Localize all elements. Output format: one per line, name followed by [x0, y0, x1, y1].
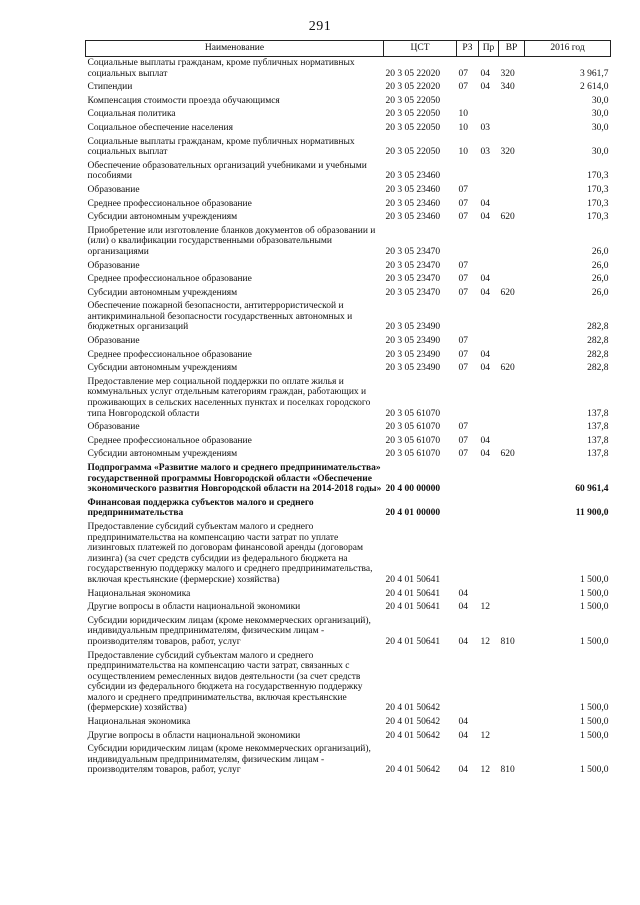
cell-vr: 620: [500, 449, 515, 460]
cell-vr: [499, 122, 525, 136]
cell-vr: [499, 421, 525, 435]
table-row: [86, 362, 611, 376]
cell-rz: 07: [458, 274, 468, 285]
cell-rz: 10: [458, 109, 468, 120]
cell-name: Национальная экономика: [87, 588, 191, 599]
cell-sum: 1 500,0: [580, 588, 609, 599]
cell-cst: 20 3 05 22020: [385, 68, 441, 79]
cell-sum: 137,8: [587, 435, 609, 446]
cell-rz: 04: [458, 602, 468, 613]
cell-name: Образование: [87, 422, 140, 433]
cell-sum: 30,0: [591, 95, 609, 106]
cell-sum: 137,8: [587, 449, 609, 460]
cell-vr: 340: [500, 82, 515, 93]
cell-cst: 20 3 05 23490: [385, 349, 441, 360]
cell-pr: [479, 260, 499, 274]
table-row: [86, 335, 611, 349]
cell-cst: 20 4 01 50641: [385, 636, 441, 647]
cell-rz: 07: [458, 212, 468, 223]
cell-name: Субсидии автономным учреждениям: [87, 287, 238, 298]
cell-name: Социальная политика: [87, 109, 176, 120]
cell-name: Предоставление субсидий субъектам малого и среднего предпринимательства на компенсацию части затрат, связанных с осуществлением ремесленных видов деятельности (за счет средств субсидии из федерального бюджета на государственную поддержку малого и среднего предпринимательства, включая крестьянские (фермерские) хозяйства): [87, 650, 363, 714]
table-row: [86, 108, 611, 122]
cell-rz: 04: [458, 765, 468, 776]
cell-cst: 20 3 05 22050: [385, 147, 441, 158]
column-header-rz: РЗ: [457, 41, 479, 57]
cell-vr: [499, 260, 525, 274]
table-row: [86, 376, 611, 421]
cell-rz: 07: [458, 449, 468, 460]
table-row: [86, 81, 611, 95]
cell-vr: [499, 225, 525, 260]
table-row: [86, 225, 611, 260]
table-row: [86, 273, 611, 287]
cell-rz: 07: [458, 68, 468, 79]
cell-pr: 04: [480, 82, 490, 93]
cell-vr: 810: [500, 765, 515, 776]
cell-cst: 20 3 05 61070: [385, 449, 441, 460]
cell-cst: 20 4 01 00000: [385, 508, 441, 519]
cell-vr: [499, 730, 525, 744]
cell-vr: [499, 521, 525, 588]
cell-cst: 20 3 05 23460: [385, 212, 441, 223]
cell-sum: 11 900,0: [575, 508, 609, 519]
cell-rz: 04: [458, 636, 468, 647]
cell-sum: 282,8: [587, 336, 609, 347]
cell-pr: 12: [480, 730, 490, 741]
cell-rz: 07: [458, 184, 468, 195]
cell-name: Среднее профессиональное образование: [87, 349, 252, 360]
cell-rz: [457, 300, 479, 335]
cell-pr: [479, 95, 499, 109]
cell-sum: 1 500,0: [580, 765, 609, 776]
cell-sum: 30,0: [591, 122, 609, 133]
cell-rz: [457, 497, 479, 521]
table-row: [86, 136, 611, 160]
cell-sum: 1 500,0: [580, 602, 609, 613]
cell-cst: 20 3 05 23470: [385, 260, 441, 271]
cell-pr: [479, 650, 499, 717]
cell-pr: 04: [480, 449, 490, 460]
cell-rz: 07: [458, 435, 468, 446]
cell-name: Социальное обеспечение населения: [87, 122, 233, 133]
cell-cst: 20 4 01 50641: [385, 574, 441, 585]
cell-name: Обеспечение пожарной безопасности, антитеррористической и антикриминальной безопасности государственных автономных и бюджетных организаций: [87, 301, 353, 333]
cell-cst: 20 4 01 50642: [385, 717, 441, 728]
table-row: [86, 260, 611, 274]
cell-rz: 07: [458, 260, 468, 271]
table-row: [86, 211, 611, 225]
cell-rz: [457, 462, 479, 497]
table-row: [86, 198, 611, 212]
cell-name: Образование: [87, 336, 140, 347]
cell-name: Другие вопросы в области национальной экономики: [87, 730, 301, 741]
cell-pr: [479, 160, 499, 184]
cell-name: Среднее профессиональное образование: [87, 198, 252, 209]
cell-sum: 30,0: [591, 109, 609, 120]
cell-rz: 04: [458, 730, 468, 741]
cell-vr: 320: [500, 147, 515, 158]
cell-rz: 07: [458, 422, 468, 433]
cell-vr: [499, 435, 525, 449]
cell-vr: [499, 376, 525, 421]
cell-sum: 282,8: [587, 349, 609, 360]
table-row: [86, 448, 611, 462]
cell-cst: 20 4 01 50642: [385, 730, 441, 741]
cell-pr: [479, 521, 499, 588]
cell-name: Подпрограмма «Развитие малого и среднего предпринимательства» государственной программы Новгородской области «Обеспечение экономического развития Новгородской области на 2014-2018 годы»: [87, 463, 382, 495]
cell-vr: [499, 462, 525, 497]
cell-cst: 20 3 05 23470: [385, 274, 441, 285]
cell-sum: 282,8: [587, 322, 609, 333]
table-row: [86, 650, 611, 717]
cell-vr: [499, 160, 525, 184]
cell-vr: [499, 716, 525, 730]
cell-cst: 20 3 05 61070: [385, 435, 441, 446]
column-header-pr: Пр: [479, 41, 499, 57]
cell-sum: 2 614,0: [580, 82, 609, 93]
cell-pr: 04: [480, 68, 490, 79]
cell-cst: 20 3 05 22050: [385, 95, 441, 106]
cell-vr: [499, 108, 525, 122]
cell-cst: 20 3 05 23460: [385, 198, 441, 209]
column-header-name: Наименование: [86, 41, 384, 57]
cell-pr: 04: [480, 435, 490, 446]
cell-rz: 07: [458, 198, 468, 209]
column-header-cst: ЦСТ: [384, 41, 457, 57]
table-row: [86, 615, 611, 650]
cell-vr: [499, 184, 525, 198]
cell-pr: [479, 108, 499, 122]
cell-pr: [479, 462, 499, 497]
cell-vr: [499, 300, 525, 335]
cell-rz: 04: [458, 717, 468, 728]
table-body: [86, 57, 611, 779]
cell-cst: 20 3 05 23490: [385, 322, 441, 333]
cell-pr: 04: [480, 198, 490, 209]
cell-cst: 20 3 05 22020: [385, 82, 441, 93]
table-row: [86, 521, 611, 588]
cell-sum: 137,8: [587, 408, 609, 419]
cell-sum: 170,3: [587, 171, 609, 182]
cell-pr: 04: [480, 212, 490, 223]
cell-cst: 20 3 05 61070: [385, 422, 441, 433]
cell-sum: 282,8: [587, 363, 609, 374]
cell-pr: [479, 376, 499, 421]
cell-cst: 20 4 01 50642: [385, 703, 441, 714]
cell-cst: 20 4 00 00000: [385, 484, 441, 495]
cell-name: Среднее профессиональное образование: [87, 435, 252, 446]
cell-sum: 1 500,0: [580, 703, 609, 714]
cell-sum: 1 500,0: [580, 730, 609, 741]
cell-name: Компенсация стоимости проезда обучающимся: [87, 95, 280, 106]
cell-rz: [457, 376, 479, 421]
cell-vr: [499, 335, 525, 349]
cell-cst: 20 3 05 22050: [385, 109, 441, 120]
cell-pr: [479, 497, 499, 521]
cell-vr: 620: [500, 212, 515, 223]
cell-pr: [479, 184, 499, 198]
cell-name: Предоставление субсидий субъектам малого и среднего предпринимательства на компенсацию части затрат по уплате лизинговых платежей по договорам финансовой аренды (договорам лизинга) (за счет средств субсидии из федерального бюджета на государственную поддержку малого и среднего предпринимательства, включая крестьянские (фермерские) хозяйства): [87, 521, 373, 585]
cell-cst: 20 3 05 23470: [385, 287, 441, 298]
cell-cst: 20 4 01 50641: [385, 588, 441, 599]
cell-name: Национальная экономика: [87, 717, 191, 728]
cell-name: Субсидии юридическим лицам (кроме некоммерческих организаций), индивидуальным предпринимателям, физическим лицам - производителям товаров, работ, услуг: [87, 615, 371, 647]
cell-rz: [457, 225, 479, 260]
cell-sum: 1 500,0: [580, 717, 609, 728]
table-row: [86, 435, 611, 449]
table-row: [86, 497, 611, 521]
cell-pr: 03: [480, 122, 490, 133]
cell-sum: 1 500,0: [580, 574, 609, 585]
cell-sum: 170,3: [587, 212, 609, 223]
page-number: 291: [308, 19, 332, 34]
cell-pr: [479, 421, 499, 435]
table-row: [86, 601, 611, 615]
cell-sum: 170,3: [587, 184, 609, 195]
cell-cst: 20 3 05 23490: [385, 363, 441, 374]
table-row: [86, 730, 611, 744]
table-row: [86, 716, 611, 730]
cell-name: Образование: [87, 260, 140, 271]
cell-cst: 20 3 05 23470: [385, 246, 441, 257]
cell-sum: 3 961,7: [580, 68, 609, 79]
cell-cst: 20 4 01 50641: [385, 602, 441, 613]
cell-vr: 320: [500, 68, 515, 79]
cell-cst: 20 3 05 22050: [385, 122, 441, 133]
cell-name: Финансовая поддержка субъектов малого и среднего предпринимательства: [87, 497, 314, 519]
cell-pr: [479, 335, 499, 349]
cell-name: Субсидии автономным учреждениям: [87, 212, 238, 223]
table-row: [86, 57, 611, 82]
cell-vr: [499, 198, 525, 212]
cell-vr: 810: [500, 636, 515, 647]
cell-pr: [479, 225, 499, 260]
table-row: [86, 300, 611, 335]
cell-pr: 03: [480, 147, 490, 158]
cell-sum: 26,0: [591, 274, 609, 285]
cell-rz: 10: [458, 122, 468, 133]
cell-pr: [479, 588, 499, 602]
table-row: [86, 122, 611, 136]
cell-cst: 20 3 05 23460: [385, 171, 441, 182]
cell-cst: 20 4 01 50642: [385, 765, 441, 776]
cell-rz: 07: [458, 363, 468, 374]
table-row: [86, 349, 611, 363]
cell-sum: 26,0: [591, 246, 609, 257]
cell-pr: [479, 716, 499, 730]
cell-vr: [499, 95, 525, 109]
cell-pr: 12: [480, 602, 490, 613]
cell-name: Социальные выплаты гражданам, кроме публичных нормативных социальных выплат: [87, 58, 355, 79]
cell-rz: 07: [458, 82, 468, 93]
cell-cst: 20 3 05 61070: [385, 408, 441, 419]
cell-name: Субсидии автономным учреждениям: [87, 363, 238, 374]
cell-rz: [457, 95, 479, 109]
cell-sum: 26,0: [591, 287, 609, 298]
cell-name: Стипендии: [87, 82, 133, 93]
cell-rz: [457, 160, 479, 184]
cell-vr: [499, 650, 525, 717]
column-header-sum: 2016 год: [525, 41, 611, 57]
cell-pr: 04: [480, 363, 490, 374]
cell-pr: 04: [480, 349, 490, 360]
column-header-vr: ВР: [499, 41, 525, 57]
table-row: [86, 588, 611, 602]
cell-vr: [499, 497, 525, 521]
cell-vr: [499, 588, 525, 602]
cell-pr: 04: [480, 287, 490, 298]
table-row: [86, 743, 611, 778]
cell-name: Социальные выплаты гражданам, кроме публичных нормативных социальных выплат: [87, 136, 355, 158]
cell-name: Приобретение или изготовление бланков документов об образовании и (или) о квалификации государственными образовательными организациями: [87, 225, 376, 257]
cell-name: Субсидии юридическим лицам (кроме некоммерческих организаций), индивидуальным предпринимателям, физическим лицам - производителям товаров, работ, услуг: [87, 744, 371, 776]
table-row: [86, 184, 611, 198]
cell-vr: [499, 273, 525, 287]
table-row: [86, 160, 611, 184]
cell-vr: [499, 601, 525, 615]
cell-pr: 12: [480, 765, 490, 776]
cell-name: Предоставление мер социальной поддержки по оплате жилья и коммунальных услуг отдельным категориям граждан, работающих и проживающих в сельских населенных пунктах и поселках городского типа Новгородской области: [87, 376, 371, 419]
cell-rz: 07: [458, 287, 468, 298]
cell-sum: 137,8: [587, 422, 609, 433]
cell-rz: 07: [458, 336, 468, 347]
cell-name: Другие вопросы в области национальной экономики: [87, 602, 301, 613]
cell-vr: 620: [500, 287, 515, 298]
cell-name: Субсидии автономным учреждениям: [87, 449, 238, 460]
cell-rz: 07: [458, 349, 468, 360]
cell-sum: 1 500,0: [580, 636, 609, 647]
cell-pr: [479, 300, 499, 335]
cell-sum: 26,0: [591, 260, 609, 271]
cell-sum: 30,0: [591, 147, 609, 158]
cell-vr: 620: [500, 363, 515, 374]
table-row: [86, 95, 611, 109]
cell-name: Среднее профессиональное образование: [87, 274, 252, 285]
cell-pr: 12: [480, 636, 490, 647]
table-row: [86, 287, 611, 301]
table-header-row: [86, 41, 611, 57]
cell-name: Образование: [87, 184, 140, 195]
cell-rz: 10: [458, 147, 468, 158]
cell-rz: [457, 650, 479, 717]
cell-rz: 04: [458, 588, 468, 599]
cell-vr: [499, 349, 525, 363]
table-row: [86, 421, 611, 435]
cell-cst: 20 3 05 23490: [385, 336, 441, 347]
table-row: [86, 462, 611, 497]
cell-pr: 04: [480, 274, 490, 285]
cell-rz: [457, 521, 479, 588]
cell-sum: 60 961,4: [575, 484, 609, 495]
cell-name: Обеспечение образовательных организаций учебниками и учебными пособиями: [87, 160, 367, 182]
cell-sum: 170,3: [587, 198, 609, 209]
budget-table: [85, 40, 611, 778]
cell-cst: 20 3 05 23460: [385, 184, 441, 195]
